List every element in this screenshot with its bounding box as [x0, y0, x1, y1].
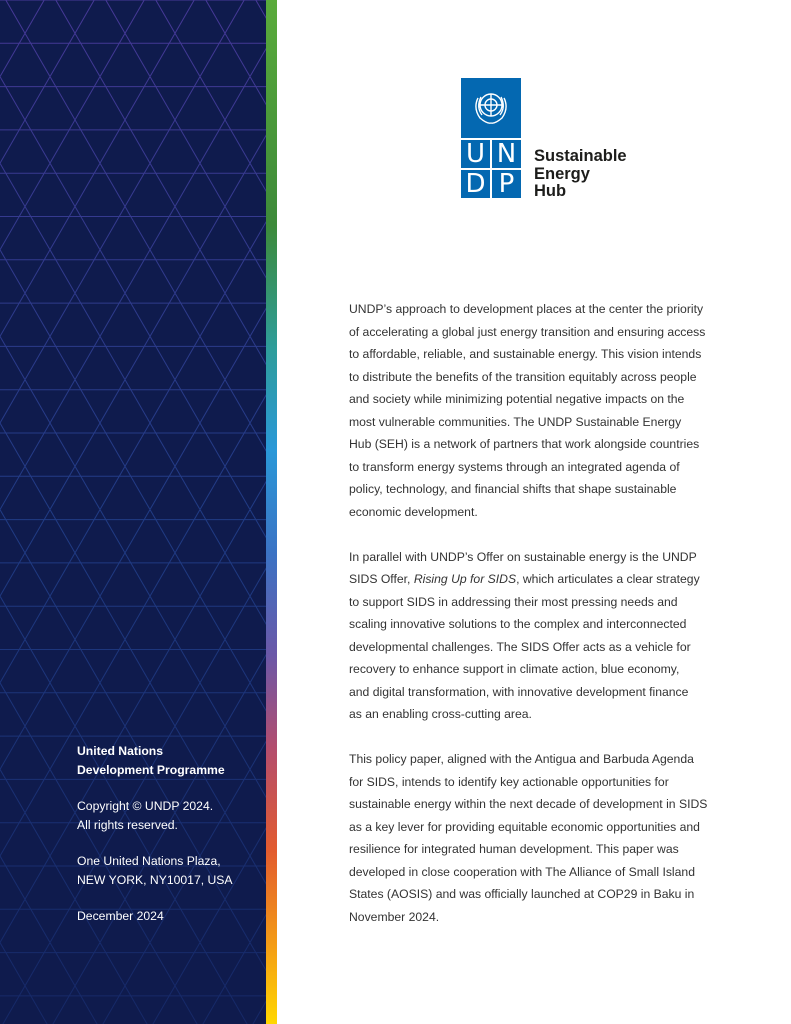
left-cover-panel [0, 0, 266, 1024]
publication-date: December 2024 [77, 909, 164, 923]
logo-letter-p: P [492, 170, 521, 198]
logo-letter-n: N [492, 140, 521, 168]
copyright-notice: Copyright © UNDP 2024. All rights reserved. [77, 799, 214, 832]
paragraph-1: UNDP’s approach to development places at the center the priority of accelerating a global just energy transition and ensuring access to affordable, reliable, and sustainable energy. This vision intends to distribute the benefits of the transition equitably across people and society while minimizing potential negative impacts on the most vulnerable communities. The UNDP Sustainable Energy Hub (SEH) is a network of partners that work alongside countries to transform energy systems through an integrated agenda of policy, technology, and financial shifts that shape sustainable economic development. [349, 302, 706, 519]
logo-letter-d: D [461, 170, 490, 198]
paragraph-2-line-2: SIDS Offer, Rising Up for SIDS, which articulates a clear strategy [349, 572, 700, 586]
body-text [349, 298, 713, 951]
address: One United Nations Plaza, NEW YORK, NY10017, USA [77, 854, 233, 887]
paragraph-2: In parallel with UNDP’s Offer on sustainable energy is the UNDP SIDS Offer, Rising Up for SIDS, which articulates a clear strategy to support SIDS in addressing their most pressing needs and scaling innovative solutions to the complex and interconnected developmental challenges. The SIDS Offer acts as a vehicle for recovery to enhance support in climate action, blue economy, and digital transformation, with innovative development finance as an enabling cross-cutting area. [349, 546, 713, 726]
sustainable-energy-hub-title: Sustainable Energy Hub [534, 147, 627, 200]
un-emblem-icon [461, 78, 521, 138]
sids-offer-title: Rising Up for SIDS [413, 572, 517, 586]
logo-letters [461, 140, 521, 198]
paragraph-3: This policy paper, aligned with the Antigua and Barbuda Agenda for SIDS, intends to identify key actionable opportunities for sustainable energy within the next decade of development in SIDS as a key lever for providing equitable economic opportunities and resilience for integrated human development. This paper was developed in close cooperation with The Alliance of Small Island States (AOSIS) and was officially launched at COP29 in Baku in November 2024. [349, 752, 708, 924]
logo-emblem-box [461, 78, 521, 138]
logo-letter-u: U [461, 140, 490, 168]
org-info [77, 742, 257, 943]
undp-logo [461, 78, 521, 199]
org-name: United Nations Development Programme [77, 744, 225, 777]
rainbow-stripe [266, 0, 277, 1024]
